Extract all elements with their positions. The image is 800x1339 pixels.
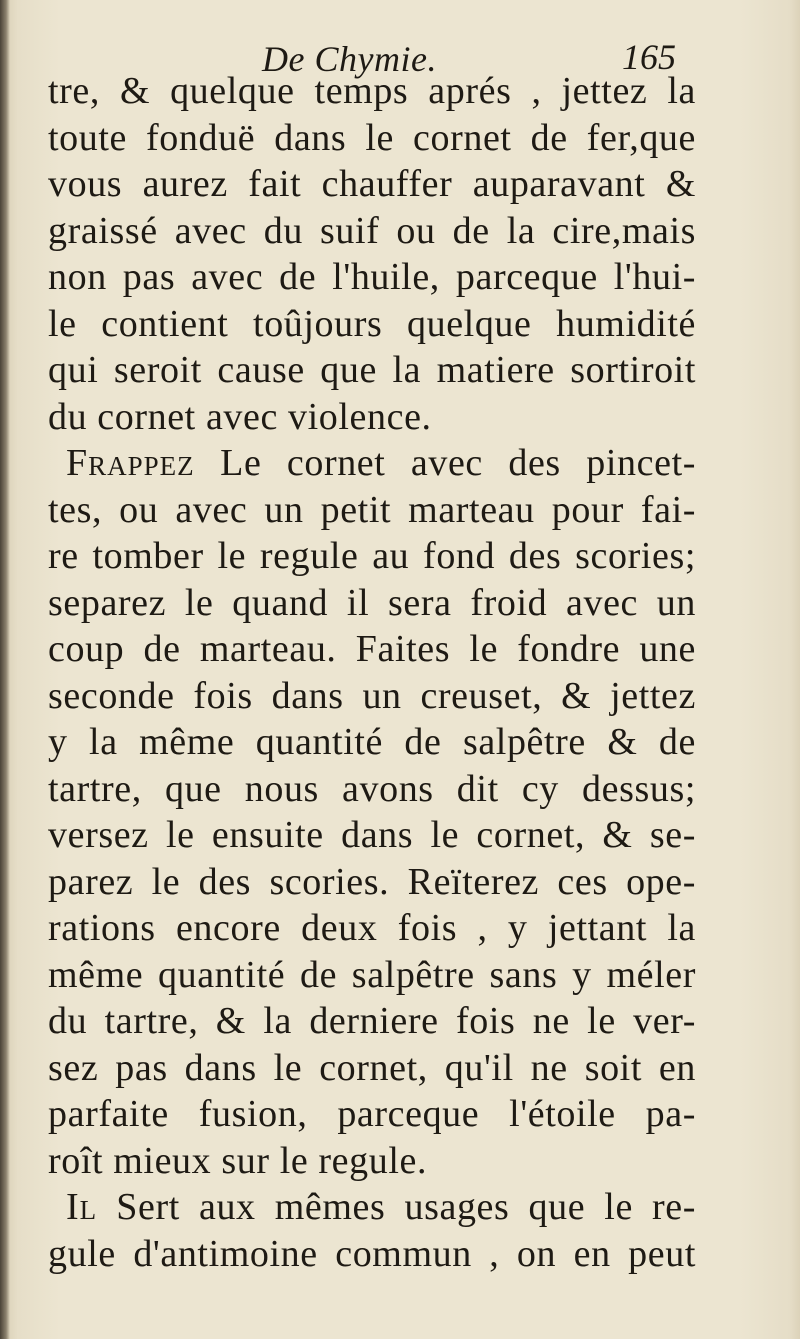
text-line [48, 905, 696, 952]
text-line-content: separez le quand il sera froid avec un [48, 581, 696, 624]
text-line-content: re tomber le regule au fond des scories; [48, 535, 696, 577]
text-line [48, 1184, 696, 1231]
text-line [48, 1045, 696, 1092]
text-line [48, 1091, 696, 1138]
text-line-content: vous aurez fait chauffer auparavant & [48, 163, 696, 205]
text-line [48, 859, 696, 906]
text-line-content: du cornet avec violence. [48, 395, 432, 438]
text-line [48, 440, 696, 487]
text-line [48, 68, 696, 115]
text-line [48, 673, 696, 720]
page-number: 165 [622, 37, 676, 77]
text-line [48, 1138, 696, 1185]
text-line [48, 254, 696, 301]
text-line [48, 487, 696, 534]
text-line [48, 394, 696, 441]
text-line [48, 580, 696, 627]
text-line-content: rations encore deux fois , y jettant la [48, 907, 696, 949]
text-line [48, 301, 696, 348]
text-line-content: graissé avec du suif ou de la cire,mais [48, 209, 696, 252]
text-line [48, 952, 696, 999]
running-title: De Chymie. [262, 39, 437, 79]
text-line-content: sez pas dans le cornet, qu'il ne soit en [48, 1046, 696, 1089]
text-line-content: tartre, que nous avons dit cy dessus; [48, 767, 696, 810]
paragraph-lead-word: Frappez [66, 442, 195, 484]
page-binding-edge [0, 0, 10, 1339]
text-line [48, 115, 696, 162]
text-line-content: non pas avec de l'huile, parceque l'hui- [48, 256, 696, 298]
text-line [48, 533, 696, 580]
text-line-content: roît mieux sur le regule. [48, 1139, 428, 1182]
text-line-content: parez le des scories. Reïterez ces ope- [48, 860, 696, 903]
text-line-content: Le cornet avec des pincet- [194, 442, 696, 484]
text-line [48, 998, 696, 1045]
text-line-content: Sert aux mêmes usages que le re- [97, 1186, 696, 1228]
text-line-content: même quantité de salpêtre sans y méler [48, 953, 696, 996]
text-line-content: le contient toûjours quelque humidité [48, 302, 696, 345]
text-line-content: gule d'antimoine commun , on en peut [48, 1232, 696, 1275]
text-line-content: toute fonduë dans le cornet de fer,que [48, 116, 696, 159]
paragraph-lead-word: Il [66, 1186, 98, 1228]
text-line-content: du tartre, & la derniere fois ne le ver- [48, 1000, 696, 1042]
text-line [48, 626, 696, 673]
text-line [48, 766, 696, 813]
text-line [48, 347, 696, 394]
text-line-content: coup de marteau. Faites le fondre une [48, 628, 696, 670]
text-line [48, 812, 696, 859]
text-line [48, 208, 696, 255]
text-line-content: tre, & quelque temps aprés , jettez la [48, 70, 696, 112]
text-line-content: y la même quantité de salpêtre & de [48, 721, 696, 763]
text-line [48, 1231, 696, 1278]
text-line-content: qui seroit cause que la matiere sortiroit [48, 349, 696, 391]
text-line-content: parfaite fusion, parceque l'étoile pa- [48, 1093, 696, 1135]
text-line [48, 719, 696, 766]
text-line [48, 161, 696, 208]
text-line-content: tes, ou avec un petit marteau pour fai- [48, 488, 696, 531]
page-body-text [48, 68, 708, 1277]
text-line-content: seconde fois dans un creuset, & jettez [48, 674, 696, 717]
text-line-content: versez le ensuite dans le cornet, & se- [48, 814, 696, 856]
